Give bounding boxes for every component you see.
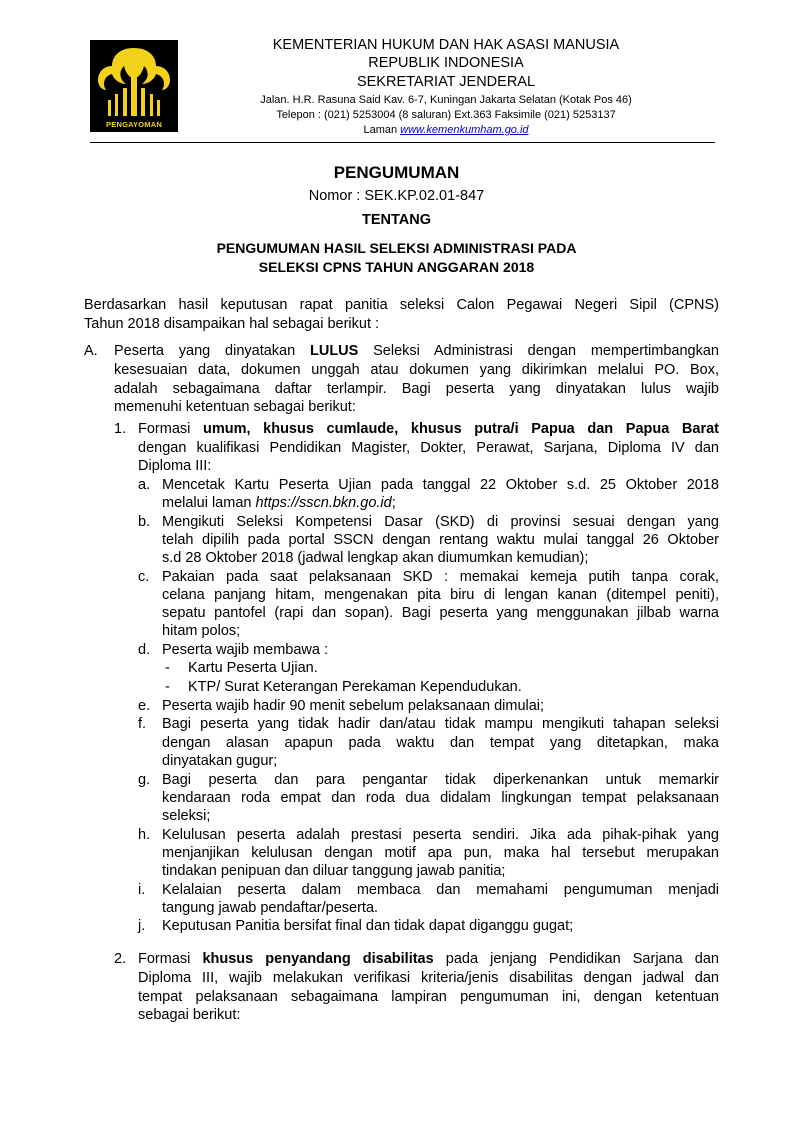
sub-b-line-1: Mengikuti Seleksi Kompetensi Dasar (SKD) di provinsi sesuai dengan yang — [162, 514, 719, 530]
page-title: PENGUMUMAN — [333, 163, 460, 182]
section-a-line-2: kesesuaian data, dokumen unggah atau dokumen yang dikirimkan melalui PO. Box, — [114, 362, 719, 378]
section-a-line-3: adalah sebagaimana daftar terlampir. Bagi peserta yang dinyatakan lulus wajib — [114, 381, 719, 397]
secretariat-name: SEKRETARIAT JENDERAL — [356, 74, 536, 90]
item-1-line-1: Formasi umum, khusus cumlaude, khusus putra/i Papua dan Papua Barat — [138, 421, 719, 437]
sub-g-line-3: seleksi; — [162, 808, 211, 824]
address: Jalan. H.R. Rasuna Said Kav. 6-7, Kuningan Jakarta Selatan (Kotak Pos 46) — [260, 94, 632, 106]
sub-h-line-2: menjanjikan kelulusan dengan motif apa pun, maka hal tersebut merupakan — [162, 845, 719, 861]
sub-d-item-2: KTP/ Surat Keterangan Perekaman Kependudukan. — [188, 679, 522, 695]
item-2-line-2: Diploma III, wajib melakukan verifikasi kriteria/jenis disabilitas dengan jadwal dan — [138, 970, 719, 986]
sub-g-line-2: kendaraan roda empat dan roda dua didalam lingkungan tempat pelaksanaan — [162, 790, 719, 806]
sub-g-marker: g. — [138, 772, 151, 788]
ministry-name: KEMENTERIAN HUKUM DAN HAK ASASI MANUSIA — [272, 37, 620, 53]
sub-c-marker: c. — [138, 569, 150, 585]
sscn-link[interactable]: https://sscn.bkn.go.id — [255, 495, 392, 511]
item-1-line-3: Diploma III: — [138, 458, 212, 474]
subject-line-2: SELEKSI CPNS TAHUN ANGGARAN 2018 — [258, 259, 535, 275]
sub-d-item-1: Kartu Peserta Ujian. — [188, 660, 318, 676]
header-divider — [90, 142, 715, 143]
item-1-line-2: dengan kualifikasi Pendidikan Magister, Dokter, Perawat, Sarjana, Diploma IV dan — [138, 440, 719, 456]
sub-f-marker: f. — [138, 716, 147, 732]
sub-h-line-1: Kelulusan peserta adalah prestasi peserta sendiri. Jika ada pihak-pihak yang — [162, 827, 719, 843]
sub-h-line-3: tindakan penipuan dan diluar tanggung jawab panitia; — [162, 863, 506, 879]
sub-h-marker: h. — [138, 827, 151, 843]
sub-i-marker: i. — [138, 882, 146, 898]
pengayoman-logo — [90, 40, 178, 132]
sub-a-line-1: Mencetak Kartu Peserta Ujian pada tanggal 22 Oktober s.d. 25 Oktober 2018 — [162, 477, 719, 493]
section-a-marker: A. — [84, 343, 98, 359]
sub-f-line-3: dinyatakan gugur; — [162, 753, 278, 769]
sub-f-line-2: dengan alasan apapun pada waktu dan tempat yang ditetapkan, maka — [162, 735, 719, 751]
item-1-marker: 1. — [114, 421, 127, 437]
sub-c-line-4: hitam polos; — [162, 623, 241, 639]
sub-c-line-3: sepatu pantofel (rapi dan sopan). Bagi peserta yang menggunakan jilbab warna — [162, 605, 719, 621]
sub-c-line-2: celana panjang hitam, mengenakan pita biru di lengan kanan (ditempel peniti), — [162, 587, 719, 603]
tentang-heading: TENTANG — [361, 212, 431, 228]
sub-a-marker: a. — [138, 477, 151, 493]
country-name: REPUBLIK INDONESIA — [368, 55, 524, 71]
item-2-marker: 2. — [114, 951, 127, 967]
website-label: Laman — [363, 124, 398, 136]
sub-e-marker: e. — [138, 698, 151, 714]
document-number: Nomor : SEK.KP.02.01-847 — [308, 188, 485, 204]
intro-line-2: Tahun 2018 disampaikan hal sebagai berikut : — [84, 316, 380, 332]
sub-g-line-1: Bagi peserta dan para pengantar tidak diperkenankan untuk memarkir — [162, 772, 719, 788]
item-2-line-4: sebagai berikut: — [138, 1007, 241, 1023]
phone: Telepon : (021) 5253004 (8 saluran) Ext.363 Faksimile (021) 5253137 — [276, 109, 616, 121]
intro-line-1: Berdasarkan hasil keputusan rapat panitia seleksi Calon Pegawai Negeri Sipil (CPNS) — [84, 297, 719, 313]
sub-f-line-1: Bagi peserta yang tidak hadir dan/atau tidak mampu mengikuti tahapan seleksi — [162, 716, 719, 732]
sub-d-marker: d. — [138, 642, 151, 658]
sub-c-line-1: Pakaian pada saat pelaksanaan SKD : memakai kemeja putih tanpa corak, — [162, 569, 719, 585]
sub-d-line-1: Peserta wajib membawa : — [162, 642, 329, 658]
sub-j-marker: j. — [138, 918, 146, 934]
item-2-line-3: tempat pelaksanaan sebagaimana lampiran pengumuman ini, dengan ketentuan — [138, 989, 719, 1005]
logo-label: PENGAYOMAN — [106, 120, 162, 129]
item-2-line-1: Formasi khusus penyandang disabilitas pada jenjang Pendidikan Sarjana dan — [138, 951, 719, 967]
sub-i-line-2: tangung jawab pendaftar/peserta. — [162, 900, 379, 916]
section-a-line-4: memenuhi ketentuan sebagai berikut: — [114, 399, 356, 415]
subject-line-1: PENGUMUMAN HASIL SELEKSI ADMINISTRASI PADA — [216, 240, 577, 256]
website-link[interactable]: www.kemenkumham.go.id — [400, 124, 529, 136]
banyan-tree-icon — [90, 40, 178, 120]
sub-a-line-2: melalui laman https://sscn.bkn.go.id; — [162, 495, 396, 511]
sub-b-marker: b. — [138, 514, 151, 530]
section-a-line-1: Peserta yang dinyatakan LULUS Seleksi Administrasi dengan mempertimbangkan — [114, 343, 719, 359]
sub-j-line-1: Keputusan Panitia bersifat final dan tidak dapat diganggu gugat; — [162, 918, 574, 934]
sub-e-line-1: Peserta wajib hadir 90 menit sebelum pelaksanaan dimulai; — [162, 698, 545, 714]
sub-b-line-3: s.d 28 Oktober 2018 (jadwal lengkap akan diumumkan kemudian); — [162, 550, 589, 566]
website-line — [190, 124, 702, 136]
sub-b-line-2: telah dipilih pada portal SSCN dengan rentang waktu mulai tanggal 26 Oktober — [162, 532, 719, 548]
dash-marker: - — [165, 660, 170, 676]
dash-marker: - — [165, 679, 170, 695]
sub-i-line-1: Kelalaian peserta dalam membaca dan memahami pengumuman menjadi — [162, 882, 719, 898]
